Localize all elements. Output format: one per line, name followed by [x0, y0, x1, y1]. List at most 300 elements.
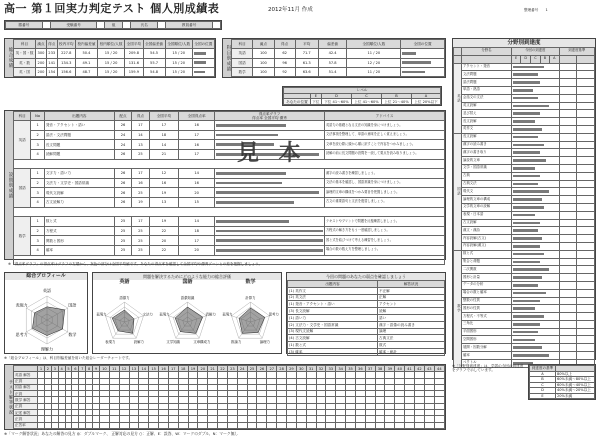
- current-header: 今回の到達度: [512, 48, 560, 56]
- target-cell: [577, 157, 595, 165]
- target-cell: [577, 235, 595, 243]
- target-cell: [577, 133, 595, 141]
- legend-desc: 80%以上: [555, 371, 594, 377]
- column-header: [215, 112, 325, 121]
- achievement-bar-cell: [512, 118, 560, 126]
- radar-value-area: [32, 307, 64, 336]
- radar-axis-label: 表現力: [15, 302, 28, 308]
- position-bar: [513, 183, 538, 186]
- table-cell: 12 / 20: [347, 58, 401, 67]
- table-row: [14, 188, 445, 198]
- field-name: 漢字の書き取り: [462, 149, 512, 157]
- position-bar: [513, 315, 544, 318]
- score-rate-graph: [215, 226, 325, 236]
- grid-cell: [405, 422, 415, 428]
- grid-cell: [65, 422, 72, 428]
- field-name: 展開・因数分解: [462, 344, 512, 352]
- table-row: [14, 58, 215, 67]
- column-header: 全国の位置: [192, 40, 214, 49]
- table-cell: 21: [149, 150, 179, 160]
- grid-cell: [188, 422, 198, 428]
- grid-col-number: 12: [119, 366, 129, 372]
- target-cell: [577, 227, 595, 235]
- table-cell: 英・国・数: [14, 49, 36, 58]
- position-bar: [513, 339, 535, 342]
- target-cell: [559, 125, 577, 133]
- profile-title: 総合プロフィール: [5, 273, 87, 280]
- position-bar: [513, 253, 544, 256]
- field-name: 会話文の文法: [462, 94, 512, 102]
- achievement-bar-cell: [512, 297, 560, 305]
- review-item: (3) 確率: [288, 348, 378, 355]
- ability-chart-title: 英語: [119, 279, 130, 285]
- field-name: 平面図形: [462, 328, 512, 336]
- table-cell: 159.9: [125, 67, 143, 76]
- position-bar: [513, 81, 540, 84]
- serial-number: [524, 8, 548, 12]
- table-cell: 25: [132, 188, 149, 198]
- ability-chart-title: 国語: [182, 279, 193, 285]
- grid-cell: [375, 422, 385, 428]
- table-row: [454, 289, 595, 297]
- legend-desc: 60%未満〜80%以上: [555, 377, 594, 383]
- column-header: 校内偏差値: [75, 40, 97, 49]
- table-cell: 26: [114, 150, 131, 160]
- column-header: 全国の位置: [401, 40, 445, 49]
- position-bar: [513, 128, 542, 131]
- target-cell: [559, 172, 577, 180]
- advice-text: テキストやプリントで問題を反復練習しましょう。: [325, 217, 445, 227]
- table-row: [288, 335, 445, 342]
- field-name: 図形の性質: [462, 305, 512, 313]
- table-cell: 英・国: [14, 67, 36, 76]
- graph-legend: [216, 116, 323, 120]
- table-cell: 25: [132, 236, 149, 246]
- field-name: 論理的文章の構成: [462, 196, 512, 204]
- position-bar: [216, 239, 323, 242]
- column-header: 校内順位/人数: [98, 40, 125, 49]
- level-title: レベル: [284, 88, 441, 94]
- question-content: 語法・文法問題: [44, 130, 114, 140]
- position-bar: [513, 284, 538, 287]
- field-name: 古文読解: [462, 219, 512, 227]
- table-row: [454, 133, 595, 141]
- info-label: 勝番号: [6, 22, 43, 29]
- target-cell: [559, 258, 577, 266]
- table-row: [454, 250, 595, 258]
- table-cell: 25: [114, 217, 131, 227]
- review-panel: [286, 272, 446, 354]
- question-no: 1: [31, 169, 44, 179]
- grid-col-number: 36: [355, 366, 365, 372]
- legend-item: 優秀: [279, 116, 287, 121]
- grid-cell: [86, 422, 93, 428]
- level-range: 下位 41〜60%: [321, 99, 351, 105]
- grid-row-label: 英語 解答: [14, 372, 38, 378]
- grid-col-number: 26: [257, 366, 267, 372]
- achievement-bar-cell: [512, 274, 560, 282]
- position-bar-cell: [192, 49, 214, 58]
- target-cell: [559, 242, 577, 250]
- grid-cell: [139, 422, 149, 428]
- achievement-bar-cell: [512, 352, 560, 360]
- grid-col-number: 9: [93, 366, 100, 372]
- table-row: [288, 342, 445, 349]
- info-value: [123, 22, 131, 29]
- target-cell: [559, 352, 577, 360]
- grid-cell: [129, 422, 139, 428]
- profile-panel: [4, 272, 88, 354]
- position-bar: [402, 61, 431, 64]
- position-bar: [513, 73, 538, 76]
- info-label: 組: [105, 22, 123, 29]
- question-no: 2: [31, 130, 44, 140]
- column-header: 科目: [232, 40, 253, 49]
- achievement-bar-cell: [512, 203, 560, 211]
- achievement-bar-cell: [512, 320, 560, 328]
- legend-level: E: [530, 393, 556, 399]
- target-cell: [577, 71, 595, 79]
- subject-results: [222, 38, 446, 78]
- level-header: B: [381, 93, 411, 99]
- table-cell: 26: [114, 188, 131, 198]
- grid-cell: [149, 422, 159, 428]
- advice-text: 論理的文章の構成をつかみ要旨を把握しましょう。: [325, 188, 445, 198]
- detail-side-label: 設問別成績: [5, 111, 13, 259]
- grid-col-number: 11: [109, 366, 119, 372]
- score-rate-graph: [215, 178, 325, 188]
- grid-col-number: 18: [178, 366, 188, 372]
- radar-axis-label: 理解力: [41, 346, 53, 352]
- position-bar: [513, 97, 538, 100]
- target-cell: [559, 157, 577, 165]
- target-cell: [559, 227, 577, 235]
- level-header: A: [412, 93, 441, 99]
- graph-note: ※「得点率グラフ」の得点率はグラフの左端から、灰色の部分は全国平均値です。あなたの得点率を確認して全国平均や優秀ゾーンとの差を把握しましょう。: [8, 262, 263, 266]
- grid-row-label: 正誤: [14, 378, 38, 384]
- column-header: 出題内容: [288, 281, 378, 288]
- table-row: [232, 49, 445, 58]
- position-bar: [513, 151, 540, 154]
- advice-text: 文法事項を整理して、単語の意味を正しく覚えましょう。: [325, 130, 445, 140]
- advice-text: 文章を読む際に頭から順に訳すことで内容をつかみましょう。: [325, 140, 445, 150]
- review-status: 古典文法: [378, 335, 445, 342]
- table-cell: 22: [149, 245, 179, 255]
- position-bar: [513, 323, 540, 326]
- achievement-bar-cell: [512, 313, 560, 321]
- radar-axis-label: 表現力: [96, 312, 107, 317]
- field-header: 分野名: [462, 48, 512, 56]
- grid-col-number: 30: [296, 366, 306, 372]
- table-cell: 26: [114, 178, 131, 188]
- ability-chart-0: [93, 280, 156, 355]
- table-cell: 25: [132, 245, 149, 255]
- grid-cell: [99, 422, 109, 428]
- position-bar: [513, 198, 542, 201]
- score-rate-graph: [215, 236, 325, 246]
- review-status: アクセント: [378, 301, 445, 308]
- legend-level: D: [530, 388, 556, 394]
- level-range: 上位 21〜40%: [381, 99, 411, 105]
- target-cell: [559, 305, 577, 313]
- answer-grid: [4, 364, 446, 430]
- table-cell: 100: [253, 49, 274, 58]
- field-name: 内容読解(漢文): [462, 242, 512, 250]
- grid-cell: [355, 422, 365, 428]
- target-cell: [559, 328, 577, 336]
- scale-label: D: [521, 55, 531, 63]
- radar-axis-label: 計算力: [245, 295, 256, 300]
- table-row: [454, 102, 595, 110]
- achievement-legend: [528, 364, 596, 400]
- grid-col-number: 1: [38, 366, 45, 372]
- question-no: 4: [31, 245, 44, 255]
- achievement-bar-cell: [512, 235, 560, 243]
- table-row: [14, 217, 445, 227]
- question-content: 数と式: [44, 217, 114, 227]
- question-content: 読解問題: [44, 150, 114, 160]
- target-cell: [559, 297, 577, 305]
- field-name: 漢文・漢詩: [462, 227, 512, 235]
- target-cell: [559, 94, 577, 102]
- position-bar: [513, 300, 540, 303]
- field-name: アクセント・発音: [462, 63, 512, 71]
- column-header: 解答状況: [378, 281, 445, 288]
- table-row: [288, 287, 445, 294]
- table-row: [232, 58, 445, 67]
- table-row: [454, 242, 595, 250]
- table-cell: 25: [132, 226, 149, 236]
- achievement-bar-cell: [512, 188, 560, 196]
- question-no: 1: [31, 217, 44, 227]
- position-bar: [513, 261, 540, 264]
- position-bar: [513, 307, 535, 310]
- table-cell: 42.4: [318, 49, 347, 58]
- position-bar: [194, 71, 206, 74]
- achievement-bar-cell: [512, 172, 560, 180]
- field-name: 英文読解: [462, 102, 512, 110]
- table-row: [454, 352, 595, 360]
- table-cell: 16: [132, 178, 149, 188]
- field-name: 文学・国語常識: [462, 164, 512, 172]
- column-header: 満点: [253, 40, 274, 49]
- field-name: 三角比: [462, 320, 512, 328]
- achievement-bar-cell: [512, 242, 560, 250]
- field-name: 方程式・不等式: [462, 313, 512, 321]
- radar-axis-label: 文法力: [142, 312, 153, 317]
- target-cell: [559, 274, 577, 282]
- column-header: 得点: [274, 40, 295, 49]
- position-bar: [216, 191, 319, 194]
- field-name: データの分析: [462, 281, 512, 289]
- column-header: 校内平均: [57, 40, 75, 49]
- field-name: 古典: [462, 172, 512, 180]
- grid-row-label: 正誤: [14, 391, 38, 397]
- table-cell: 英語: [232, 49, 253, 58]
- achievement-bar-cell: [512, 149, 560, 157]
- grid-col-number: 29: [287, 366, 297, 372]
- table-cell: 16: [149, 178, 179, 188]
- table-cell: 62: [274, 49, 295, 58]
- grid-cell: [365, 422, 375, 428]
- grid-row-label: 正誤: [14, 403, 38, 409]
- grid-cell: [287, 422, 297, 428]
- target-cell: [577, 258, 595, 266]
- question-content: 文字力・語い力: [44, 169, 114, 179]
- table-cell: 24: [114, 130, 131, 140]
- grid-cell: [434, 422, 444, 428]
- position-bar: [513, 245, 540, 248]
- achievement-bar-cell: [512, 110, 560, 118]
- target-cell: [577, 102, 595, 110]
- position-bar: [513, 292, 546, 295]
- question-content: 長文問題: [44, 140, 114, 150]
- question-content: 確率: [44, 245, 114, 255]
- position-bar: [513, 144, 544, 147]
- target-cell: [577, 63, 595, 71]
- column-header: 出題内容: [44, 112, 114, 121]
- table-row: [454, 305, 595, 313]
- table-cell: 14: [179, 217, 215, 227]
- table-row: [454, 203, 595, 211]
- column-header: 全国平均: [149, 112, 179, 121]
- column-header: アドバイス: [325, 112, 445, 121]
- target-cell: [559, 196, 577, 204]
- table-cell: 16: [179, 140, 215, 150]
- table-row: [14, 245, 445, 255]
- grid-cell: [385, 422, 395, 428]
- table-cell: 17: [179, 236, 215, 246]
- radar-value-area: [175, 307, 203, 333]
- grid-col-number: 19: [188, 366, 198, 372]
- field-name: 内容読解(古文): [462, 235, 512, 243]
- grid-cell: [336, 422, 346, 428]
- radar-axis-label: 思考力: [15, 331, 28, 337]
- position-bar: [513, 66, 544, 69]
- target-cell: [559, 211, 577, 219]
- radar-axis-label: 思考力: [268, 312, 279, 317]
- table-cell: 11 / 20: [347, 67, 401, 76]
- ability-radar-chart: [156, 287, 219, 353]
- position-bar: [216, 249, 323, 252]
- grid-cell: [44, 422, 51, 428]
- target-cell: [559, 320, 577, 328]
- review-status: 確率・統計: [378, 348, 445, 355]
- position-bar: [513, 89, 533, 92]
- table-cell: 61.3: [295, 58, 318, 67]
- table-cell: 55.7: [143, 58, 165, 67]
- corner-cell: [454, 48, 462, 56]
- review-status: 論理: [378, 328, 445, 335]
- target-cell: [577, 164, 595, 172]
- table-cell: 18: [179, 226, 215, 236]
- target-cell: [577, 289, 595, 297]
- review-item: (1) 数と式: [288, 342, 378, 349]
- table-cell: 92: [274, 67, 295, 76]
- scale-label: A: [550, 55, 559, 63]
- position-bar: [513, 175, 540, 178]
- table-cell: 50.4: [75, 49, 97, 58]
- review-status: 正解: [378, 294, 445, 301]
- info-value: [212, 22, 220, 29]
- review-item: (4) 古文読解: [288, 335, 378, 342]
- question-no: 4: [31, 150, 44, 160]
- table-row: [454, 266, 595, 274]
- legend-item: 得点率: [252, 116, 265, 121]
- target-cell: [577, 86, 595, 94]
- grid-cell: [93, 422, 100, 428]
- table-cell: 13: [132, 140, 149, 150]
- info-value: [42, 22, 50, 29]
- target-cell: [577, 313, 595, 321]
- achievement-bar-cell: [512, 86, 560, 94]
- grid-cell: [257, 422, 267, 428]
- position-bar: [194, 52, 206, 55]
- field-name: 文学的文章の読解: [462, 203, 512, 211]
- achievement-bar-cell: [512, 328, 560, 336]
- question-no: 3: [31, 236, 44, 246]
- target-cell: [559, 336, 577, 344]
- grid-cell: [178, 422, 188, 428]
- table-row: [454, 110, 595, 118]
- table-cell: 20: [149, 236, 179, 246]
- serial-value: 1: [545, 8, 548, 12]
- subject-side-label: 科目別成績: [223, 39, 231, 77]
- position-bar: [216, 230, 323, 233]
- table-cell: 17: [132, 121, 149, 131]
- grid-cell: [168, 422, 178, 428]
- legend-desc: 60%未満〜40%以上: [555, 382, 594, 388]
- position-bar: [513, 120, 535, 123]
- serial-label: 整理番号: [524, 8, 539, 12]
- grid-col-number: 23: [227, 366, 237, 372]
- graph-header-label: 得点率グラフ: [258, 112, 281, 116]
- target-cell: [559, 118, 577, 126]
- position-bar: [513, 105, 549, 108]
- table-cell: 100: [253, 67, 274, 76]
- column-header: No: [31, 112, 44, 121]
- achievement-bar-cell: [512, 211, 560, 219]
- table-cell: 14: [179, 169, 215, 179]
- advice-text: 古文の重要語句と文法を復習しましょう。: [325, 198, 445, 208]
- table-row: [454, 336, 595, 344]
- table-cell: 100: [253, 58, 274, 67]
- table-cell: 20: [179, 188, 215, 198]
- target-cell: [559, 110, 577, 118]
- table-row: [454, 125, 595, 133]
- grid-col-number: 3: [51, 366, 58, 372]
- grid-col-number: 34: [336, 366, 346, 372]
- info-label: 氏名: [131, 22, 158, 29]
- table-row: [454, 320, 595, 328]
- target-cell: [577, 172, 595, 180]
- table-cell: 14: [132, 130, 149, 140]
- target-cell: [577, 328, 595, 336]
- target-cell: [559, 133, 577, 141]
- question-no: 3: [31, 140, 44, 150]
- grid-cell: [159, 422, 169, 428]
- table-cell: 63.6: [295, 67, 318, 76]
- table-cell: 26: [114, 198, 131, 208]
- field-name: 文法問題: [462, 71, 512, 79]
- field-name: 古典文法: [462, 180, 512, 188]
- radar-axis-label: 表現力: [222, 312, 233, 317]
- column-header: 全国順位/人数: [347, 40, 401, 49]
- table-row: [288, 314, 445, 321]
- position-bar: [513, 354, 549, 357]
- field-name: 確率: [462, 352, 512, 360]
- question-no: 4: [31, 198, 44, 208]
